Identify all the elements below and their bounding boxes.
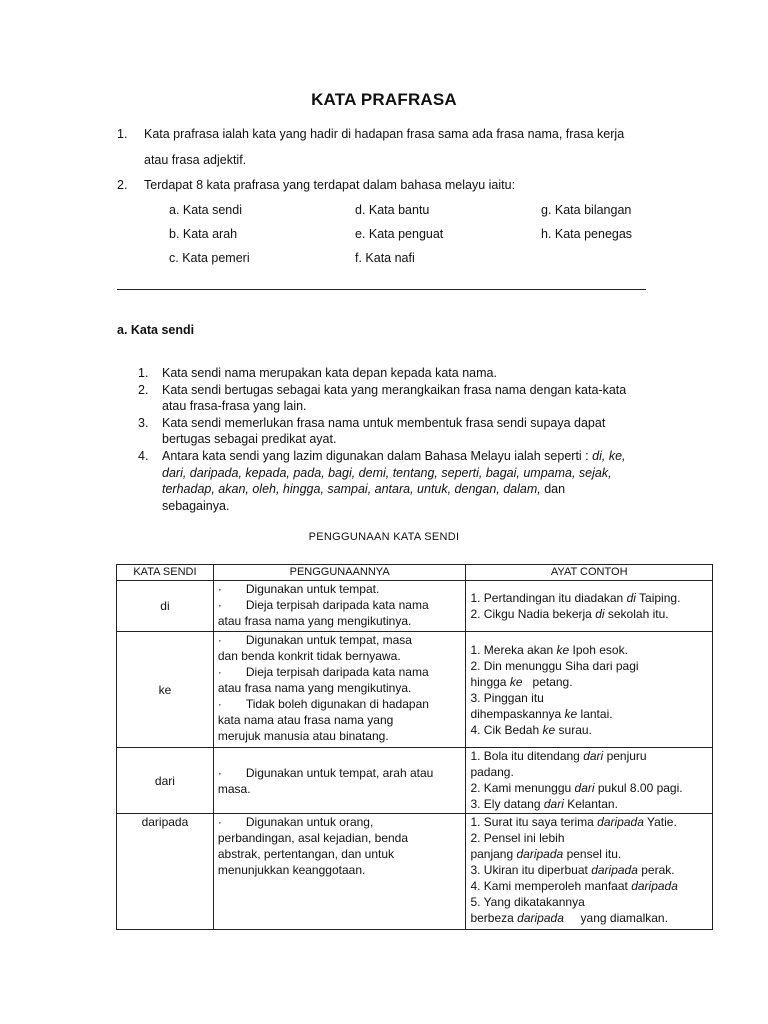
bullet: · [217,665,222,679]
type-item: d. Kata bantu [355,203,430,217]
table-header-row [117,565,713,581]
table-row [117,748,713,814]
usage-cell: · Digunakan untuk tempat, arah atau masa. [213,748,466,814]
list-item: 1. Kata sendi nama merupakan kata depan kepada kata nama. [138,366,497,380]
usage-cell: · Digunakan untuk orang, perbandingan, asal kejadian, benda abstrak, pertentangan, dan untuk menunjukkan keanggotaan. [213,814,466,930]
type-item: h. Kata penegas [541,227,633,241]
type-item: a. Kata sendi [169,203,242,217]
kata-sendi-table [116,564,713,930]
intro-item-number: 2. [117,178,128,192]
type-item: c. Kata pemeri [169,251,250,265]
table-row [117,581,713,632]
bullet: · [217,598,222,612]
bullet: · [217,765,222,780]
intro-item-text: atau frasa adjektif. [144,153,247,167]
bullet: · [217,815,222,829]
page-title: KATA PRAFRASA [311,90,457,109]
column-header: PENGGUNAANNYA [213,565,466,581]
list-item: 4. Antara kata sendi yang lazim digunakan dalam Bahasa Melayu ialah seperti : di, ke, dari, daripada, kepada, pada, bagi, demi, tentang, seperti, bagai, umpama, sejak, terhadap, akan, oleh, hingga, sampai, antara, untuk, dengan, dalam, dan sebagainya. [138,448,626,513]
kata-sendi-list [138,365,648,514]
table-row [117,632,713,748]
type-item: f. Kata nafi [355,251,415,265]
example-cell: 1. Mereka akan ke Ipoh esok. 2. Din menunggu Siha dari pagi hingga ke petang. 3. Pinggan itu dihempaskannya ke lantai. 4. Cik Bedah ke surau. [466,632,713,748]
bullet: · [217,633,222,647]
table-row [117,814,713,930]
table-title: PENGGUNAAN KATA SENDI [308,531,460,543]
kata-sendi-cell: dari [117,748,214,814]
kata-sendi-cell: di [117,581,214,632]
intro-item-number: 1. [117,127,128,141]
usage-cell: · Digunakan untuk tempat, masa dan benda konkrit tidak bernyawa. · Dieja terpisah daripada kata nama atau frasa nama yang mengikutinya. · Tidak boleh digunakan di hadapan kata nama atau frasa nama yang merujuk manusia atau binatang. [213,632,466,748]
intro-item-text: Kata prafrasa ialah kata yang hadir di hadapan frasa sama ada frasa nama, frasa kerja [144,127,625,141]
list-item: 2. Kata sendi bertugas sebagai kata yang merangkaikan frasa nama dengan kata-kata atau frasa-frasa yang lain. [138,382,627,414]
example-cell: 1. Pertandingan itu diadakan di Taiping. 2. Cikgu Nadia bekerja di sekolah itu. [466,581,713,632]
example-cell: 1. Surat itu saya terima daripada Yatie. 2. Pensel ini lebih panjang daripada pensel itu. 3. Ukiran itu diperbuat daripada perak. 4. Kami memperoleh manfaat daripada 5. Yang dikatakannya berbeza daripada yang diamalkan. [466,814,713,930]
column-header: KATA SENDI [117,565,214,581]
horizontal-divider [117,289,646,290]
column-header: AYAT CONTOH [466,565,713,581]
bullet: · [217,697,222,711]
type-item: e. Kata penguat [355,227,444,241]
example-cell: 1. Bola itu ditendang dari penjuru padang. 2. Kami menunggu dari pukul 8.00 pagi. 3. Ely datang dari Kelantan. [466,748,713,814]
kata-sendi-cell: ke [117,632,214,748]
section-heading: a. Kata sendi [117,323,195,337]
type-item: g. Kata bilangan [541,203,632,217]
kata-sendi-cell: daripada [117,814,214,930]
list-item: 3. Kata sendi memerlukan frasa nama untuk membentuk frasa sendi supaya dapat bertugas sebagai predikat ayat. [138,415,606,447]
type-item: b. Kata arah [169,227,238,241]
bullet: · [217,582,222,596]
usage-cell: · Digunakan untuk tempat. · Dieja terpisah daripada kata nama atau frasa nama yang mengikutinya. [213,581,466,632]
intro-item-text: Terdapat 8 kata prafrasa yang terdapat dalam bahasa melayu iaitu: [144,178,516,192]
